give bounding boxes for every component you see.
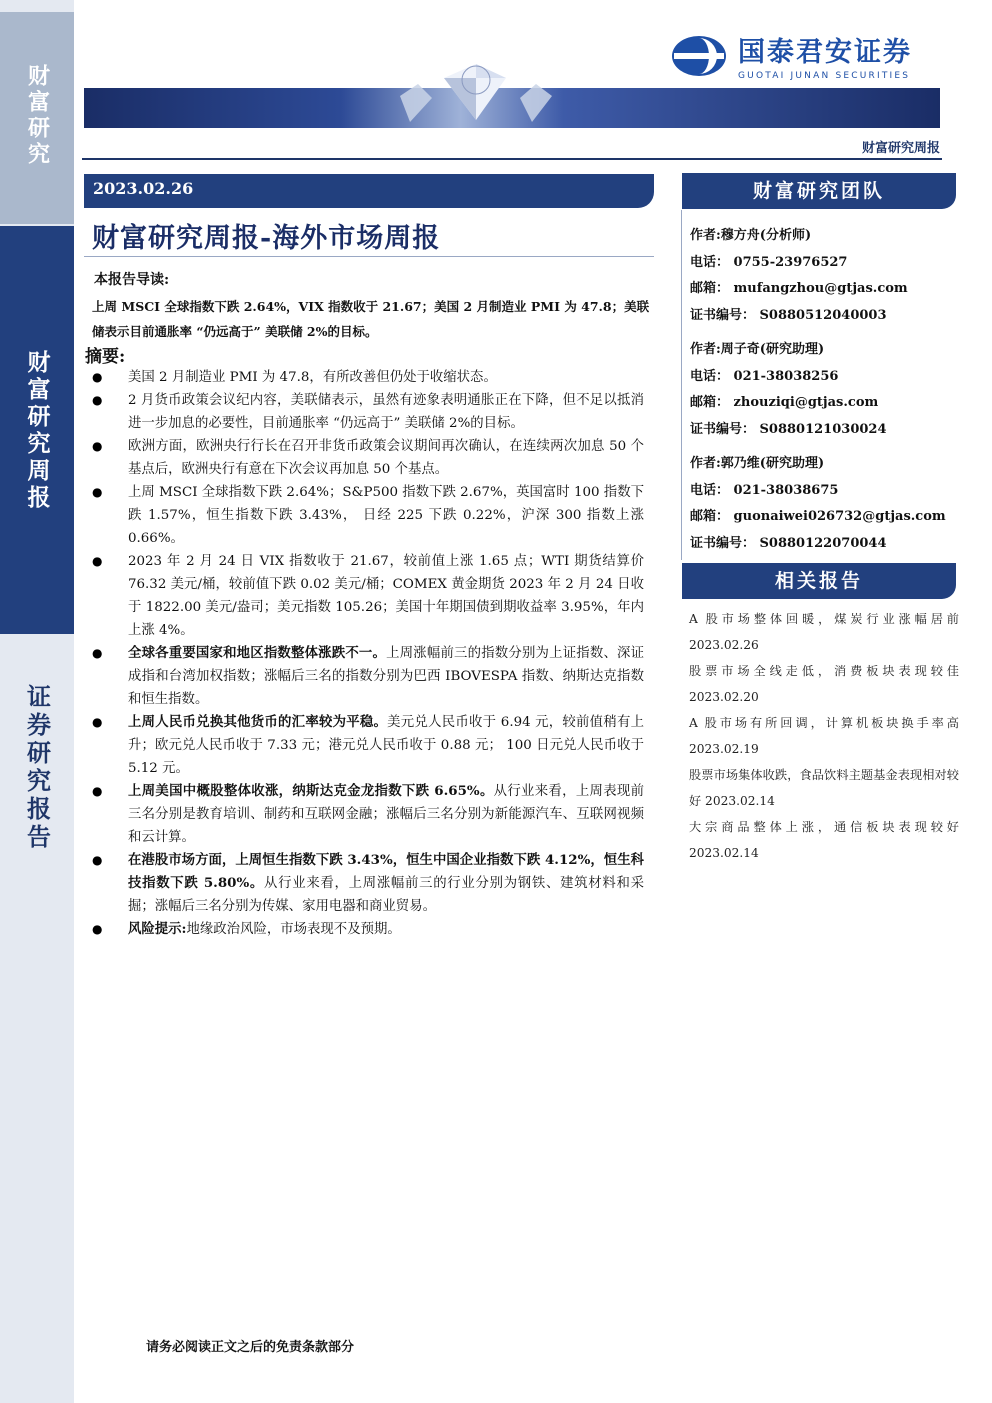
sidebar-block-securities-report <box>0 636 74 1403</box>
sidebar-label-wealth-research: 财富研究 <box>24 64 50 168</box>
list-item: ● 在港股市场方面，上周恒生指数下跌 3.43%，恒生中国企业指数下跌 4.12%，恒生科技指数下跌 5.80%。从行业来看，上周涨幅前三的行业分别为钢铁、建筑材料和采掘；涨幅后三名分别为传媒、家用电器和商业贸易。 <box>92 849 644 918</box>
related-report-link[interactable]: 股票市场集体收跌，食品饮料主题基金表现相对较好 2023.02.14 <box>689 768 959 808</box>
author-card <box>690 451 956 557</box>
related-reports-heading: 相关报告 <box>682 563 956 599</box>
author-email[interactable]: 邮箱： mufangzhou@gtjas.com <box>690 281 908 296</box>
company-name-cn: 国泰君安证券 <box>738 37 912 68</box>
diamond-gem-icon <box>380 58 570 130</box>
list-item: ● 2 月货币政策会议纪内容，美联储表示，虽然有迹象表明通胀正在下降，但不足以抵消进一步加息的必要性，目前通胀率 “仍远高于” 美联储 2%的目标。 <box>92 389 644 435</box>
team-divider <box>681 210 682 560</box>
author-cert: 证书编号： S0880122070044 <box>690 535 887 551</box>
author-name: 作者:周子奇(研究助理) <box>690 342 825 357</box>
author-card <box>690 223 956 329</box>
abstract-list <box>92 366 644 941</box>
guide-text: 上周 MSCI 全球指数下跌 2.64%，VIX 指数收于 21.67；美国 2 月制造业 PMI 为 47.8；美联储表示目前通胀率 “仍远高于” 美联储 2%的目标。 <box>92 299 650 339</box>
date-bar <box>84 174 654 208</box>
sidebar-label-securities-report: 证券研究报告 <box>22 684 51 852</box>
author-name: 作者:穆方舟(分析师) <box>690 228 812 243</box>
sidebar-label-weekly: 财富研究周报 <box>23 350 50 512</box>
header-divider <box>82 158 942 160</box>
list-item: ● 全球各重要国家和地区指数整体涨跌不一。上周涨幅前三的指数分别为上证指数、深证成指和台湾加权指数；涨幅后三名的指数分别为巴西 IBOVESPA 指数、纳斯达克指数和恒生指数。 <box>92 642 644 711</box>
disclaimer-note: 请务必阅读正文之后的免责条款部分 <box>146 1340 355 1355</box>
list-item: ● 上周美国中概股整体收涨，纳斯达克金龙指数下跌 6.65%。从行业来看，上周表现前三名分别是教育培训、制药和互联网金融；涨幅后三名分别为新能源汽车、互联网视频和云计算。 <box>92 780 644 849</box>
report-type-label: 财富研究周报 <box>861 141 940 156</box>
related-report-link[interactable]: A 股市场整体回暖，煤炭行业涨幅居前 2023.02.26 <box>689 612 959 652</box>
guotai-junan-logo-icon <box>670 34 728 78</box>
sidebar-block-wealth-research <box>0 12 74 224</box>
list-item: ● 风险提示:地缘政治风险，市场表现不及预期。 <box>92 918 644 941</box>
related-report-link[interactable]: 大宗商品整体上涨，通信板块表现较好 2023.02.14 <box>689 820 959 860</box>
author-cert: 证书编号： S0880512040003 <box>690 307 887 323</box>
left-sidebar <box>0 0 74 1403</box>
team-heading: 财富研究团队 <box>682 173 956 209</box>
author-phone: 电话： 021-38038256 <box>690 368 839 384</box>
list-item: ● 上周 MSCI 全球指数下跌 2.64%；S&P500 指数下跌 2.67%，英国富时 100 指数下跌 1.57%，恒生指数下跌 3.43%， 日经 225 下跌 0.22%，沪深 300 指数上涨 0.66%。 <box>92 481 644 550</box>
related-report-link[interactable]: A 股市场有所回调，计算机板块换手率高 2023.02.19 <box>689 716 959 756</box>
abstract-heading: 摘要: <box>85 347 126 367</box>
author-name: 作者:郭乃维(研究助理) <box>690 456 825 471</box>
guide-heading: 本报告导读: <box>94 272 170 288</box>
report-date: 2023.02.26 <box>93 179 194 198</box>
title-divider <box>84 256 654 257</box>
list-item: ● 欧洲方面，欧洲央行行长在召开非货币政策会议期间再次确认，在连续两次加息 50 个基点后，欧洲央行有意在下次会议再加息 50 个基点。 <box>92 435 644 481</box>
author-card <box>690 337 956 443</box>
related-report-link[interactable]: 股票市场全线走低，消费板块表现较佳 2023.02.20 <box>689 664 959 704</box>
list-item: ● 上周人民币兑换其他货币的汇率较为平稳。美元兑人民币收于 6.94 元，较前值稍有上升；欧元兑人民币收于 7.33 元；港元兑人民币收于 0.88 元； 100 日元兑人民币收于 5.12 元。 <box>92 711 644 780</box>
author-cert: 证书编号： S0880121030024 <box>690 421 887 437</box>
company-name-en: GUOTAI JUNAN SECURITIES <box>738 71 911 81</box>
author-email[interactable]: 邮箱： guonaiwei026732@gtjas.com <box>690 509 946 524</box>
list-item: ● 美国 2 月制造业 PMI 为 47.8，有所改善但仍处于收缩状态。 <box>92 366 644 389</box>
author-phone: 电话： 021-38038675 <box>690 482 839 498</box>
author-phone: 电话： 0755-23976527 <box>690 254 848 270</box>
related-reports-list <box>689 606 959 866</box>
sidebar-block-weekly <box>0 226 74 634</box>
company-logo <box>670 30 912 81</box>
author-email[interactable]: 邮箱： zhouziqi@gtjas.com <box>690 395 879 410</box>
list-item: ● 2023 年 2 月 24 日 VIX 指数收于 21.67，较前值上涨 1.65 点；WTI 期货结算价 76.32 美元/桶，较前值下跌 0.02 美元/桶；COMEX 黄金期货 2023 年 2 月 24 日收于 1822.00 美元/盎司；美元指数 105.26；美国十年期国债到期收益率 3.95%，年内上涨 4%。 <box>92 550 644 642</box>
page-title: 财富研究周报-海外市场周报 <box>92 223 441 254</box>
